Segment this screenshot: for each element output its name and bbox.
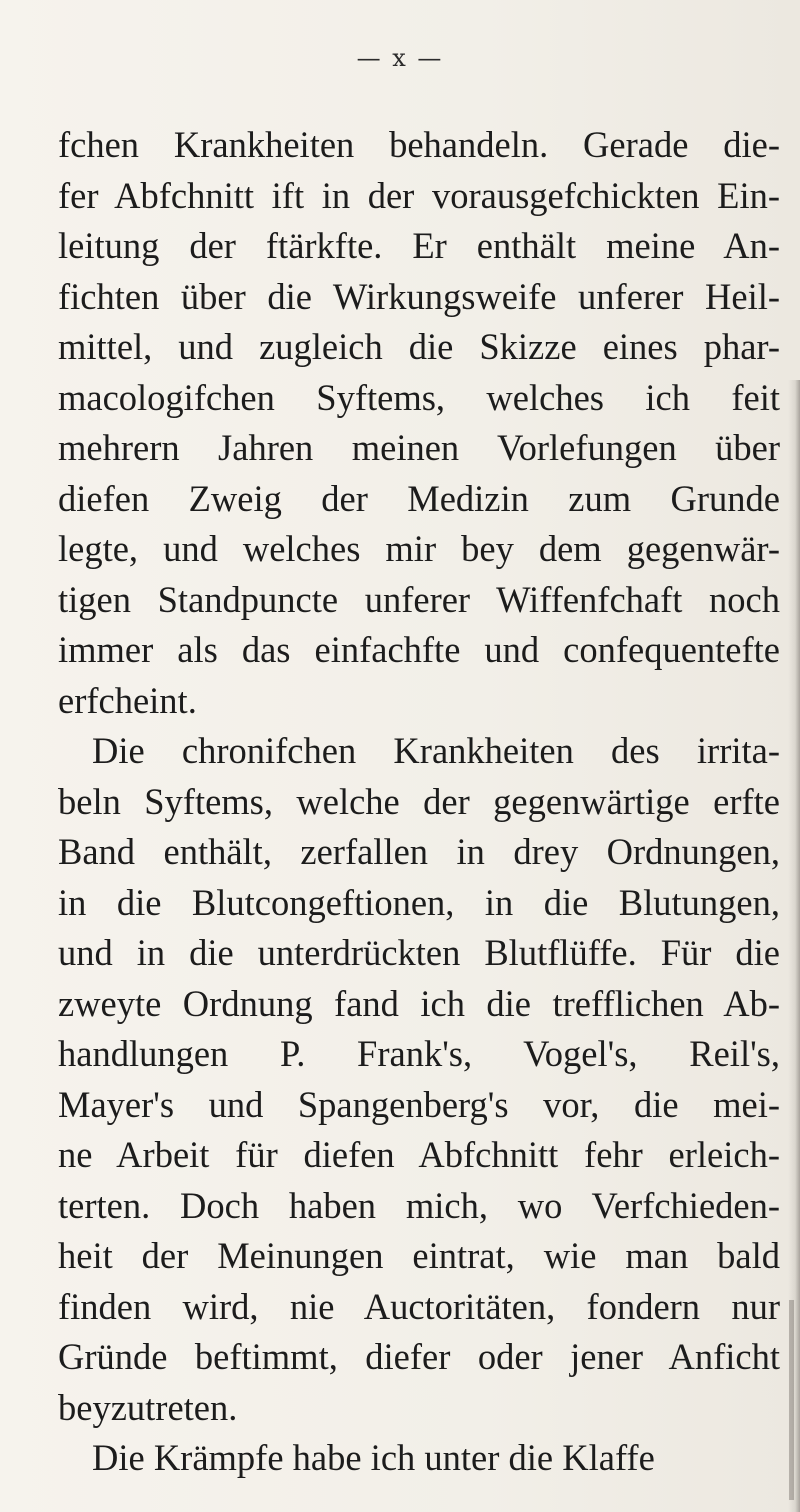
text-line-1: fchen Krankheiten behandeln. Gerade die- — [58, 124, 780, 165]
text-line-20: Mayer's und Spangenberg's vor, die mei- — [58, 1083, 780, 1125]
text-line-24: finden wird, nie Auctoritäten, fondern nur — [58, 1285, 780, 1327]
page-edge-smudge — [789, 1300, 794, 1500]
text-line-12: erfcheint. — [58, 679, 197, 721]
text-line-16: in die Blutcongeftionen, in die Blutungen, — [58, 881, 780, 923]
text-line-9: legte, und welches mir bey dem gegenwär- — [58, 528, 780, 569]
text-line-4: fichten über die Wirkungsweife unferer Heil- — [58, 275, 780, 317]
text-line-14: beln Syftems, welche der gegenwärtige erfte — [58, 780, 780, 822]
text-line-22: terten. Doch haben mich, wo Verfchieden- — [58, 1184, 780, 1226]
text-line-5: mittel, und zugleich die Skizze eines phar- — [58, 326, 780, 367]
text-line-26: beyzutreten. — [58, 1386, 238, 1428]
text-line-27: Die Krämpfe habe ich unter die Klaffe — [92, 1437, 655, 1478]
text-line-19: handlungen P. Frank's, Vogel's, Reil's, — [58, 1033, 780, 1074]
body-text — [58, 120, 780, 1484]
text-line-7: mehrern Jahren meinen Vorlefungen über — [58, 427, 780, 468]
text-line-8: diefen Zweig der Medizin zum Grunde — [58, 477, 780, 519]
text-line-10: tigen Standpuncte unferer Wiffenfchaft noch — [58, 578, 780, 620]
text-line-3: leitung der ftärkfte. Er enthält meine An- — [58, 225, 780, 266]
text-line-23: heit der Meinungen eintrat, wie man bald — [58, 1235, 780, 1276]
text-line-11: immer als das einfachfte und confequentefte — [58, 629, 780, 670]
running-head: — x — — [356, 44, 444, 72]
text-line-21: ne Arbeit für diefen Abfchnitt fehr erleich- — [58, 1134, 780, 1175]
text-line-15: Band enthält, zerfallen in drey Ordnungen, — [58, 831, 780, 872]
text-line-25: Gründe beftimmt, diefer oder jener Anficht — [58, 1336, 780, 1377]
text-line-2: fer Abfchnitt ift in der vorausgefchickten Ein- — [58, 174, 780, 216]
text-line-6: macologifchen Syftems, welches ich feit — [58, 376, 780, 418]
text-line-18: zweyte Ordnung fand ich die trefflichen Ab- — [58, 982, 780, 1024]
text-line-13: Die chronifchen Krankheiten des irrita- — [92, 730, 780, 771]
text-line-17: und in die unterdrückten Blutflüffe. Für die — [58, 932, 780, 973]
